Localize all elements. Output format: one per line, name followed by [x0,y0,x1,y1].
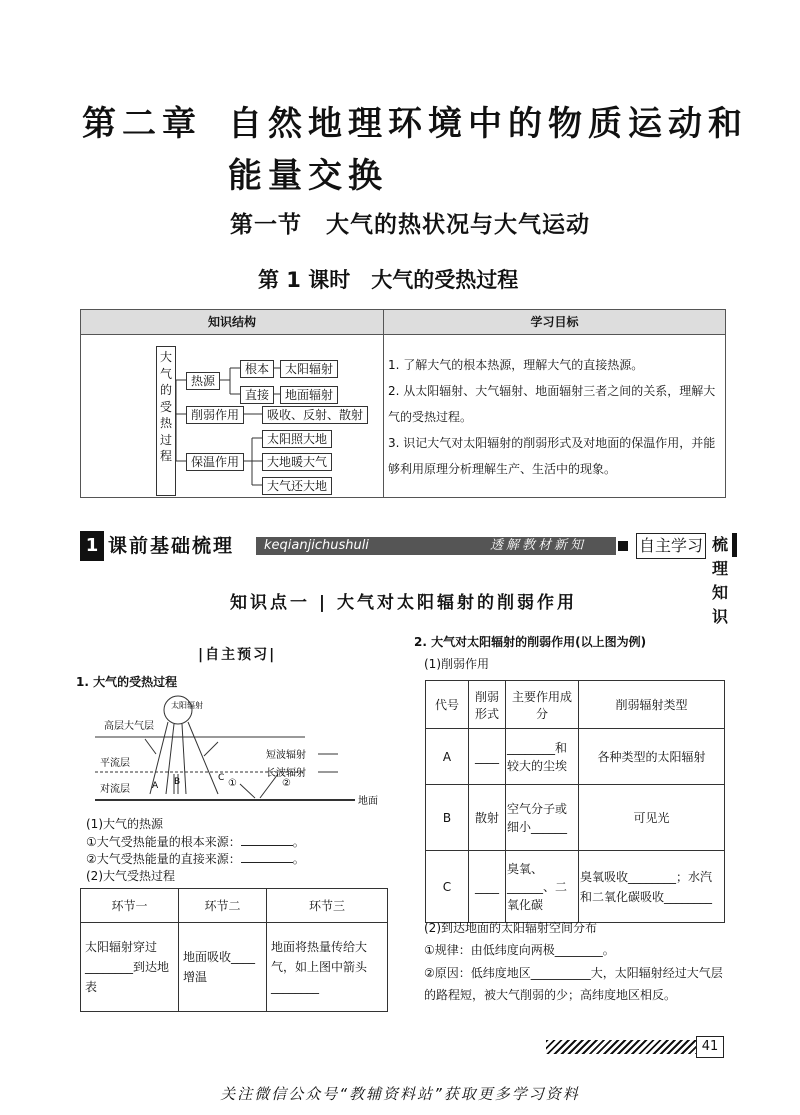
heading-heating-process: 1. 大气的受热过程 [76,675,178,689]
chapter-title-line1: 自然地理环境中的物质运动和 [228,104,748,144]
tree-keep-2: 大地暖大气 [262,453,332,471]
row-c-type: 臭氧吸收________；水汽和二氧化碳吸收________ [579,851,725,923]
goal-1: 1. 了解大气的根本热源，理解大气的直接热源。 [388,358,644,372]
step2-cell: 地面吸收____增温 [179,923,267,1012]
tree-keep-3: 大气还大地 [262,477,332,495]
knowledge-point-title: 知识点一 | 大气对太阳辐射的削弱作用 [230,593,578,613]
row-b-form: 散射 [469,785,506,851]
tree-root: 大气的受热过程 [156,346,176,496]
row-b-component: 空气分子或细小______ [506,785,579,851]
heating-diagram [90,694,390,810]
tree-insulation: 保温作用 [186,453,244,471]
row-b-type: 可见光 [579,785,725,851]
row-c-code: C [426,851,469,923]
goal-3: 3. 识记大气对太阳辐射的削弱形式及对地面的保温作用，并能够利用原理分析理解生产、生活中的现象。 [388,436,716,476]
row-a-type: 各种类型的太阳辐射 [579,729,725,785]
chapter-number: 第二章 [82,104,202,144]
diagram-stratosphere: 平流层 [100,758,130,769]
tree-root-source: 根本 [240,360,274,378]
distribution-law: ①规律：由低纬度向两极________。 [424,943,615,957]
row-c-component: 臭氧、______、二氧化碳 [506,851,579,923]
diagram-c: C [218,773,225,783]
tree-ground-radiation: 地面辐射 [280,386,338,404]
diagram-b: B [174,777,181,787]
goal-2: 2. 从太阳辐射、大气辐射、地面辐射三者之间的关系，理解大气的受热过程。 [388,384,716,424]
q-heating-process: (2)大气受热过程 [86,869,175,883]
diagram-mark-2: ② [282,778,291,789]
self-preview-label: |自主预习| [198,647,277,663]
banner-number: 1 [80,531,104,561]
section-title: 第一节 大气的热状况与大气运动 [230,211,590,238]
learning-goals [388,352,718,482]
sub-weakening: (1)削弱作用 [424,657,489,671]
q-direct-source: ②大气受热能量的直接来源： 。 [86,852,305,866]
row-a-component: ________和较大的尘埃 [506,729,579,785]
step1-header: 环节一 [81,889,179,923]
banner-pinyin: keqianjichushuli [264,538,369,553]
step1-cell: 太阳辐射穿过________到达地表 [81,923,179,1012]
th-component: 主要作用成分 [506,681,579,729]
banner-title: 课前基础梳理 [108,535,235,557]
heading-weakening: 2. 大气对太阳辐射的削弱作用(以上图为例) [414,635,647,649]
row-c-form: ____ [469,851,506,923]
q-root-source: ①大气受热能量的根本来源： 。 [86,835,305,849]
diagram-short-wave: 短波辐射 [266,750,306,761]
tree-weakening: 削弱作用 [186,406,244,424]
diagram-troposphere: 对流层 [100,784,130,795]
structure-header: 知识结构 [81,310,384,335]
tree-weaken-forms: 吸收、反射、散射 [262,406,368,424]
page-number: 41 [696,1036,724,1058]
step3-header: 环节三 [267,889,388,923]
distribution-reason: ②原因：低纬度地区__________大，太阳辐射经过大气层的路程短，被大气削弱的少；高纬度地区相反。 [424,966,723,1002]
q-heat-source: (1)大气的热源 [86,817,163,831]
diagram-ground: 地面 [358,796,378,807]
th-form: 削弱形式 [469,681,506,729]
diagram-long-wave: 长波辐射 [266,768,306,779]
page-number-stripe [546,1040,696,1054]
lesson-title: 第 1 课时 大气的受热过程 [258,268,519,292]
banner-slogan: 透解教材新知 [490,538,587,553]
diagram-mark-1: ① [228,778,237,789]
diagram-sun-label: 太阳辐射 [171,701,203,710]
goals-header: 学习目标 [384,310,725,335]
diagram-a: A [152,781,159,791]
row-a-form: ____ [469,729,506,785]
th-code: 代号 [426,681,469,729]
step3-cell: 地面将热量传给大气，如上图中箭头________ [267,923,388,1012]
banner-tag-self-study: 自主学习 [636,533,706,559]
diagram-upper-layer: 高层大气层 [104,721,154,732]
banner-tag-organize: 梳理知识 [712,533,737,557]
row-a-code: A [426,729,469,785]
weakening-table [425,680,725,923]
tree-solar-radiation: 太阳辐射 [280,360,338,378]
chapter-title-line2: 能量交换 [228,156,388,196]
th-type: 削弱辐射类型 [579,681,725,729]
step2-header: 环节二 [179,889,267,923]
tree-direct-source: 直接 [240,386,274,404]
sub-distribution: (2)到达地面的太阳辐射空间分布 [424,921,597,935]
tree-heat-source: 热源 [186,372,220,390]
row-b-code: B [426,785,469,851]
tree-keep-1: 太阳照大地 [262,430,332,448]
heating-steps-table [80,888,388,1012]
footer-note: 关注微信公众号“教辅资料站”获取更多学习资料 [220,1085,580,1103]
